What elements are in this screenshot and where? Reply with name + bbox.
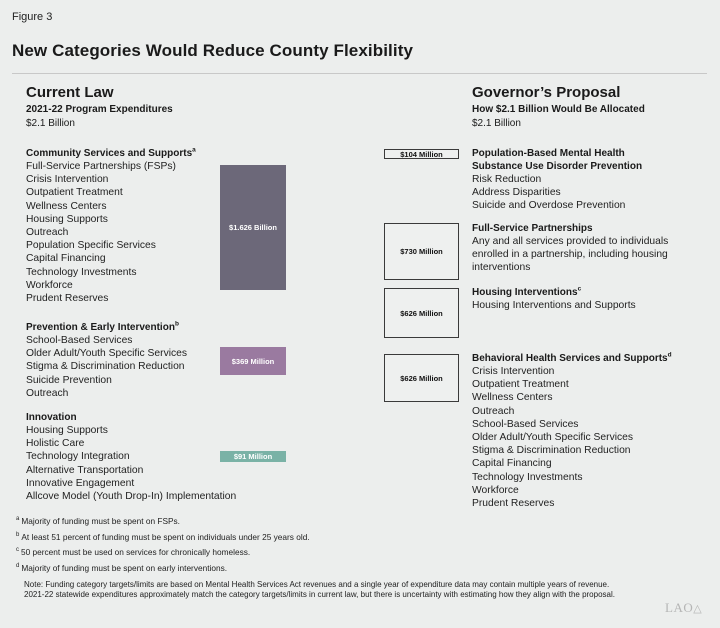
current-group-pei: [26, 321, 187, 400]
bhss-box: $626 Million: [384, 354, 459, 402]
proposal-group-bhss: [472, 352, 672, 510]
group-title: Housing Interventions$^c$: [472, 285, 582, 298]
pei-bar: $369 Million: [220, 347, 286, 375]
proposal-header: [472, 84, 645, 129]
proposal-subheading: How $2.1 Billion Would Be Allocated: [472, 104, 645, 115]
lao-logo: [665, 599, 702, 617]
fsp-box: $730 Million: [384, 223, 459, 280]
list-item: Population Specific Services: [26, 240, 156, 252]
list-item: Outreach: [26, 227, 69, 239]
group-description: Any and all services provided to individuals enrolled in a partnership, including housing interventions: [472, 236, 669, 274]
group-title: Full-Service Partnerships: [472, 223, 593, 234]
group-title: Prevention & Early Intervention$^b$: [26, 320, 179, 333]
list-item: Housing Interventions and Supports: [472, 300, 636, 311]
list-item: Wellness Centers: [26, 200, 107, 212]
list-item: School-Based Services: [472, 418, 579, 430]
footnotes: [16, 516, 310, 574]
figure-title: New Categories Would Reduce County Flexibility: [12, 41, 414, 60]
housing-interventions-box: $626 Million: [384, 288, 459, 338]
list-item: Capital Financing: [472, 458, 552, 470]
list-item: Workforce: [472, 484, 519, 496]
group-title: Substance Use Disorder Prevention: [472, 161, 643, 172]
list-item: Crisis Intervention: [472, 366, 555, 377]
group-title: Population-Based Mental Health: [472, 148, 625, 159]
list-item: Suicide and Overdose Prevention: [472, 200, 626, 212]
current-group-css: [26, 147, 196, 305]
population-based-box: $104 Million: [384, 149, 459, 159]
footnote-c: $^c$ 50 percent must be used on services for chronically homeless.: [16, 547, 251, 557]
list-item: Older Adult/Youth Specific Services: [472, 432, 634, 444]
list-item: Crisis Intervention: [26, 174, 109, 186]
current-group-innovation: [26, 411, 236, 503]
proposal-group-population-based: [472, 147, 642, 213]
proposal-total: $2.1 Billion: [472, 118, 521, 129]
innovation-bar: $91 Million: [220, 451, 286, 462]
capitol-dome-icon: △: [693, 603, 703, 615]
list-item: Older Adult/Youth Specific Services: [26, 348, 188, 360]
note-text: Note: Funding category targets/limits are based on Mental Health Services Act revenues and a single year of expenditure data may contain multiple years of revenue. 2021-22 statewide expenditures approximately match the category targets/limits in current law, but there is uncertainty with estimating how they align with the proposal.: [24, 580, 615, 600]
list-item: Holistic Care: [26, 438, 85, 450]
list-item: Suicide Prevention: [26, 374, 112, 386]
proposal-heading: Governor’s Proposal: [472, 84, 621, 101]
list-item: Outpatient Treatment: [472, 379, 569, 391]
proposal-group-housing: [472, 286, 636, 312]
list-item: Full-Service Partnerships (FSPs): [26, 161, 176, 172]
current-law-subheading: 2021-22 Program Expenditures: [26, 104, 173, 115]
list-item: Risk Reduction: [472, 174, 542, 185]
figure-label: Figure 3: [12, 11, 53, 23]
current-law-header: [26, 84, 173, 129]
title-divider: [12, 73, 707, 74]
list-item: Allcove Model (Youth Drop-In) Implementation: [26, 491, 237, 503]
list-item: Technology Investments: [26, 266, 137, 278]
lao-logo-text: LAO: [665, 600, 694, 615]
list-item: Outpatient Treatment: [26, 187, 123, 199]
list-item: Housing Supports: [26, 425, 108, 436]
group-title: Community Services and Supports$^a$: [26, 146, 196, 159]
list-item: Capital Financing: [26, 253, 106, 265]
list-item: Outreach: [26, 387, 69, 399]
proposal-group-fsp: [472, 222, 707, 275]
current-law-total: $2.1 Billion: [26, 118, 75, 129]
group-title: Behavioral Health Services and Supports$^d$: [472, 351, 672, 364]
footnote-d: $^d$ Majority of funding must be spent on early interventions.: [16, 562, 228, 573]
list-item: Technology Integration: [26, 451, 130, 463]
list-item: Stigma & Discrimination Reduction: [472, 445, 631, 457]
footnote-a: $^a$ Majority of funding must be spent on FSPs.: [16, 516, 180, 526]
list-item: Innovative Engagement: [26, 477, 135, 489]
list-item: Address Disparities: [472, 187, 561, 199]
current-law-heading: Current Law: [26, 84, 114, 101]
footnote-b: $^b$ At least 51 percent of funding must be spent on individuals under 25 years old.: [16, 531, 310, 542]
list-item: School-Based Services: [26, 335, 133, 346]
list-item: Technology Investments: [472, 471, 583, 483]
list-item: Housing Supports: [26, 213, 108, 225]
group-title: Innovation: [26, 412, 77, 423]
list-item: Workforce: [26, 279, 73, 291]
list-item: Prudent Reserves: [26, 293, 109, 305]
list-item: Outreach: [472, 405, 515, 417]
list-item: Prudent Reserves: [472, 498, 555, 510]
list-item: Alternative Transportation: [26, 464, 144, 476]
css-bar: $1.626 Billion: [220, 165, 286, 290]
list-item: Stigma & Discrimination Reduction: [26, 361, 185, 373]
list-item: Wellness Centers: [472, 392, 553, 404]
